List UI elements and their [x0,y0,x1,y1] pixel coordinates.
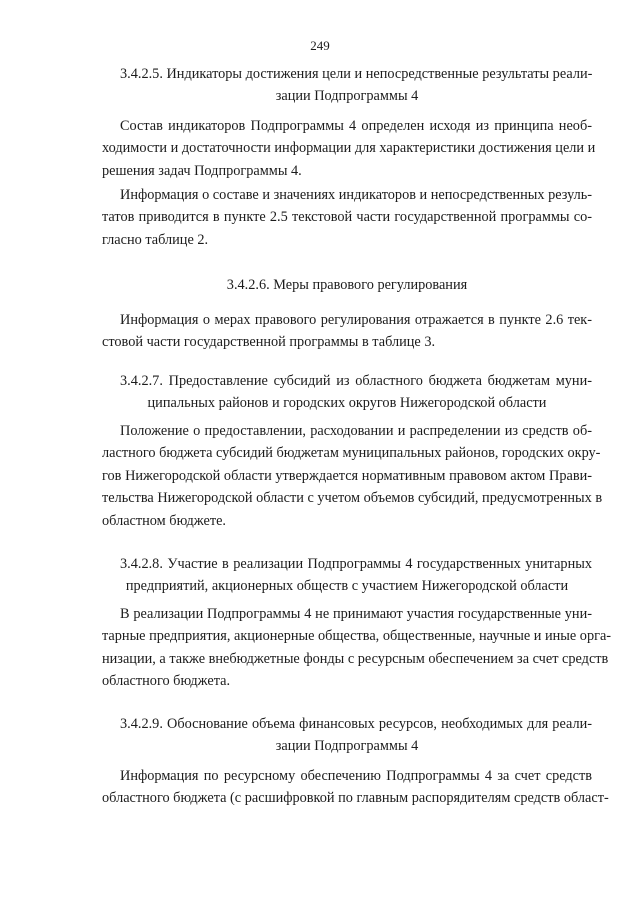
paragraph-line: областного бюджета. [102,673,231,690]
heading-line: 3.4.2.8. Участие в реализации Подпрограммы 4 государственных унитарных [120,556,592,572]
paragraph-line: Информация по ресурсному обеспечению Подпрограммы 4 за счет средств [120,768,592,784]
paragraph-line: областном бюджете. [102,512,226,529]
paragraph-line: Информация о составе и значениях индикаторов и непосредственных резуль- [120,187,593,203]
section-heading-3-4-2-6 [102,274,592,296]
page-number: 249 [310,38,330,53]
heading-line: 3.4.2.7. Предоставление субсидий из областного бюджета бюджетам муни- [120,373,592,389]
paragraph-line: татов приводится в пункте 2.5 текстовой части государственной программы со- [102,209,592,226]
paragraph-line: гласно таблице 2. [102,231,209,248]
section-heading-3-4-2-5 [102,63,592,108]
paragraph [102,115,596,182]
section-heading-3-4-2-7 [102,370,592,415]
paragraph [102,603,612,693]
paragraph [102,420,603,532]
heading-line: 3.4.2.6. Меры правового регулирования [226,277,468,293]
heading-line: ципальных районов и городских округов Нижегородской области [147,395,547,412]
heading-line: 3.4.2.5. Индикаторы достижения цели и непосредственные результаты реали- [120,66,593,82]
paragraph-line: ходимости и достаточности информации для характеристики достижения цели и [102,140,596,157]
section-heading-3-4-2-8 [102,553,592,598]
paragraph-line: низации, а также внебюджетные фонды с ресурсным обеспечением за счет средств [102,650,609,667]
paragraph-line: В реализации Подпрограммы 4 не принимают участия государственные уни- [120,606,592,622]
paragraph-line: областного бюджета (с расшифровкой по главным распорядителям средств област- [102,790,609,807]
paragraph-line: Положение о предоставлении, расходовании и распределении из средств об- [120,423,592,439]
paragraph-line: гов Нижегородской области утверждается нормативным правовом актом Прави- [102,467,592,484]
heading-line: зации Подпрограммы 4 [275,738,419,755]
paragraph-line: стовой части государственной программы в таблице 3. [102,334,436,351]
heading-line: предприятий, акционерных обществ с участием Нижегородской области [125,578,569,595]
heading-line: зации Подпрограммы 4 [275,88,419,105]
paragraph-line: ластного бюджета субсидий бюджетам муниципальных районов, городских окру- [102,445,601,462]
paragraph [102,309,592,354]
paragraph-line: Информация о мерах правового регулирования отражается в пункте 2.6 тек- [120,312,592,328]
paragraph-line: решения задач Подпрограммы 4. [102,162,302,179]
section-heading-3-4-2-9 [102,713,592,758]
heading-line: 3.4.2.9. Обоснование объема финансовых ресурсов, необходимых для реали- [120,716,592,732]
paragraph [102,184,592,251]
paragraph-line: тельства Нижегородской области с учетом объемов субсидий, предусмотренных в [102,490,603,507]
paragraph-line: тарные предприятия, акционерные общества, общественные, научные и иные орга- [102,628,612,645]
paragraph [102,765,609,810]
paragraph-line: Состав индикаторов Подпрограммы 4 определен исходя из принципа необ- [120,118,592,134]
